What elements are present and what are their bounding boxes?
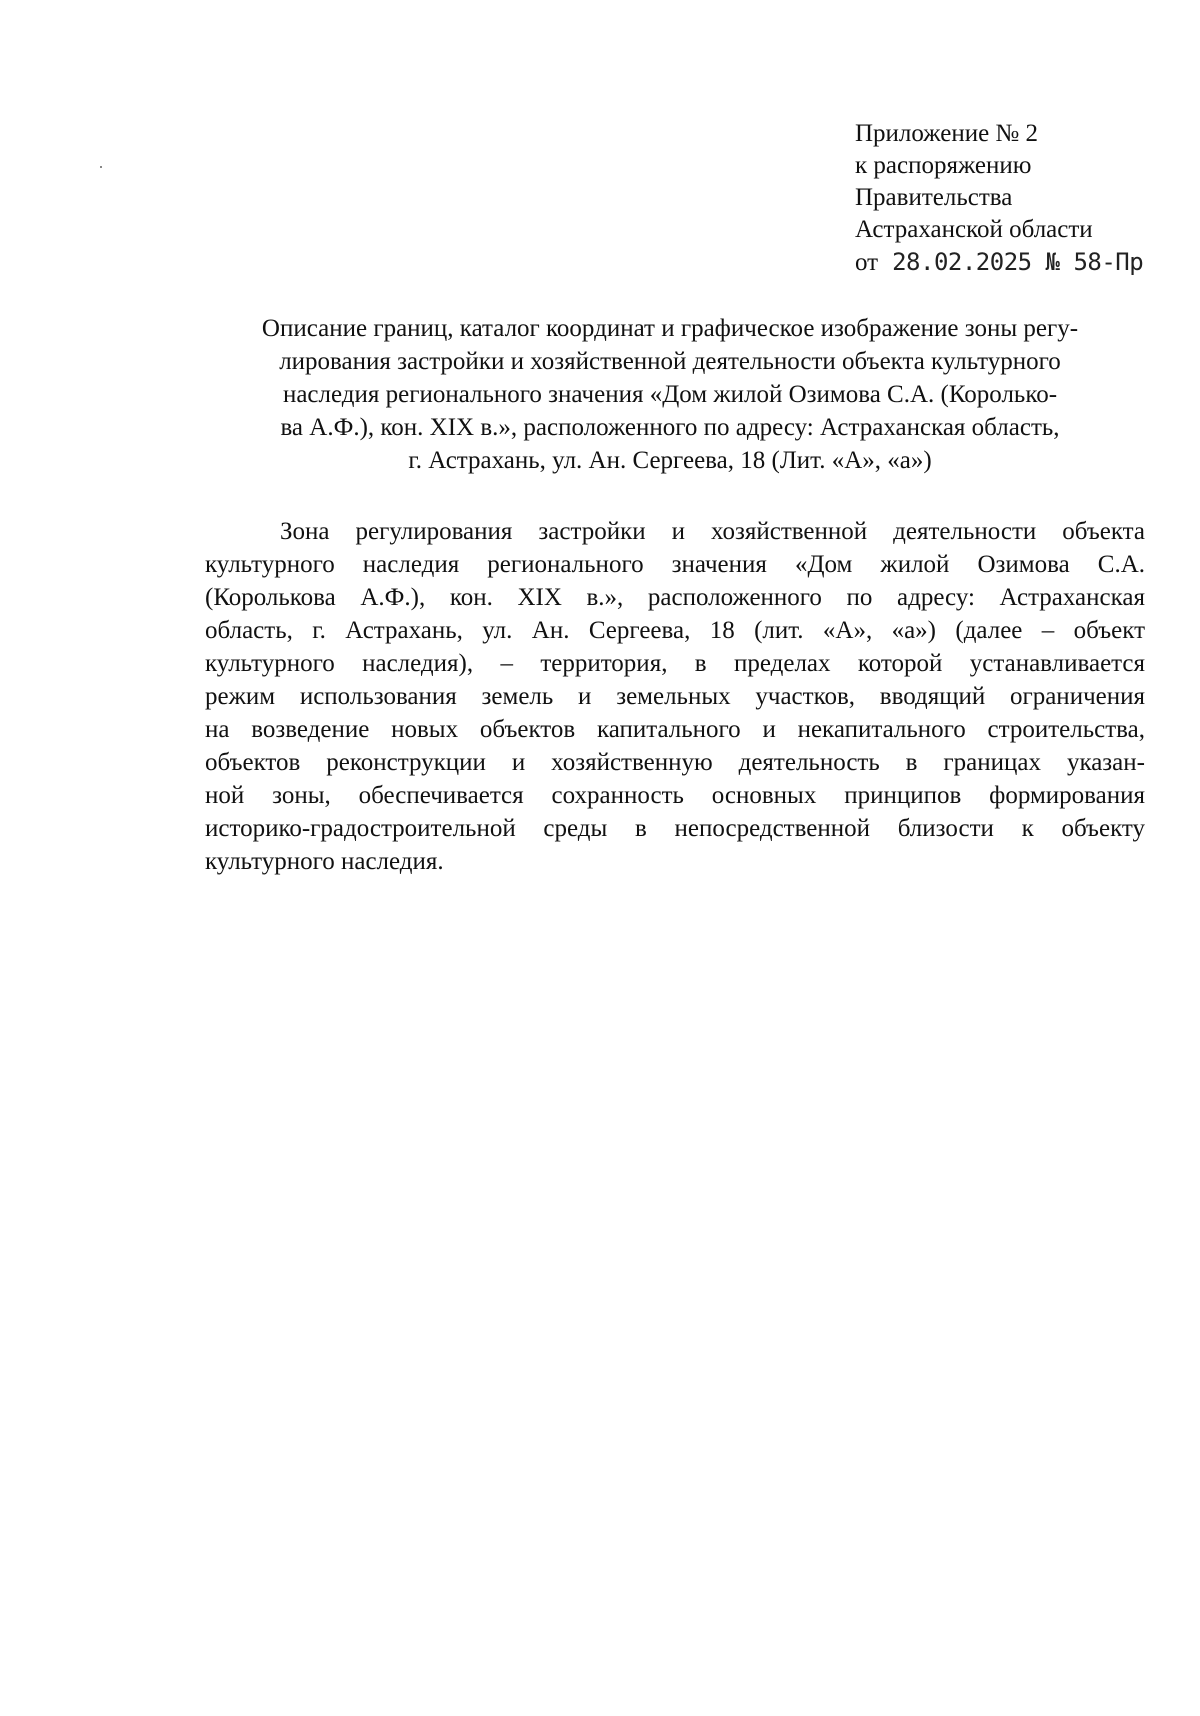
document-title: [195, 312, 1145, 477]
annex-date-number: 28.02.2025 № 58-Пр: [892, 248, 1144, 276]
title-line: г. Астрахань, ул. Ан. Сергеева, 18 (Лит. «А», «а»): [408, 447, 932, 474]
scan-speck: [100, 166, 102, 168]
body-line: Зона регулирования застройки и хозяйственной деятельности объекта: [280, 518, 1145, 545]
body-line: культурного наследия), – территория, в пределах которой устанавливается: [205, 650, 1145, 677]
title-line: лирования застройки и хозяйственной деятельности объекта культурного: [279, 348, 1061, 375]
body-line: объектов реконструкции и хозяйственную деятельность в границах указан-: [205, 749, 1145, 776]
title-line: наследия регионального значения «Дом жилой Озимова С.А. (Королько-: [282, 381, 1058, 408]
annex-government: Правительства: [855, 184, 1013, 211]
body-line: культурного наследия.: [205, 848, 444, 875]
body-line: на возведение новых объектов капитального и некапитального строительства,: [205, 716, 1145, 743]
body-line: область, г. Астрахань, ул. Ан. Сергеева, 18 (лит. «А», «а») (далее – объект: [205, 617, 1145, 644]
annex-date-line: [855, 246, 1185, 279]
annex-number: Приложение № 2: [855, 120, 1039, 147]
body-line: (Королькова А.Ф.), кон. XIX в.», расположенного по адресу: Астраханская: [205, 584, 1145, 611]
body-line: историко-градостроительной среды в непосредственной близости к объекту: [205, 815, 1145, 842]
body-paragraph: [205, 515, 1145, 878]
annex-region: Астраханской области: [855, 216, 1093, 243]
body-line: режим использования земель и земельных участков, вводящий ограничения: [205, 683, 1145, 710]
annex-to-order: к распоряжению: [855, 152, 1032, 179]
title-line: Описание границ, каталог координат и графическое изображение зоны регу-: [261, 315, 1079, 342]
title-line: ва А.Ф.), кон. XIX в.», расположенного по адресу: Астраханская область,: [280, 414, 1060, 441]
annex-header: [855, 118, 1185, 279]
body-line: культурного наследия регионального значения «Дом жилой Озимова С.А.: [205, 551, 1145, 578]
body-line: ной зоны, обеспечивается сохранность основных принципов формирования: [205, 782, 1145, 809]
annex-date-prefix: от: [855, 249, 879, 276]
